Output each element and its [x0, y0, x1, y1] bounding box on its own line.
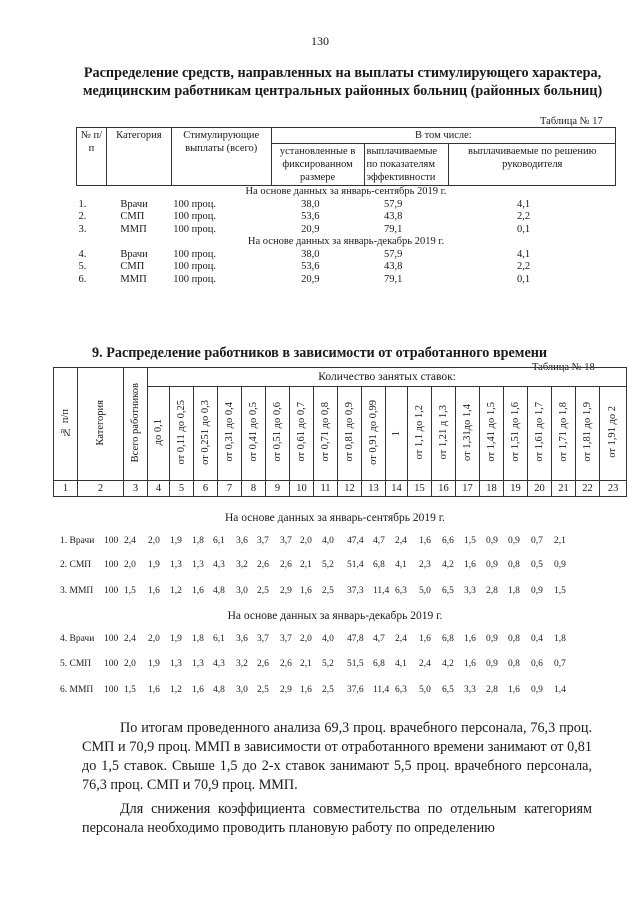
table-cell: 6,8	[373, 659, 385, 669]
table-cell: 6.	[78, 273, 87, 285]
table-cell: 1,3	[170, 659, 182, 669]
table-row	[60, 560, 605, 574]
table-cell: 4,1	[516, 248, 531, 260]
table-cell: 2,9	[280, 685, 292, 695]
table-cell: 2,2	[516, 211, 531, 222]
table-cell: СМП	[120, 261, 145, 272]
table-cell: 2,5	[322, 586, 334, 596]
t18-header-rates: Количество занятых ставок:	[148, 368, 627, 387]
table-cell: 0,1	[516, 273, 531, 285]
table-cell: 1,8	[192, 634, 204, 644]
table-cell: 3,7	[257, 536, 269, 546]
t18-range-header: от 1,71 до 1,8	[557, 402, 569, 462]
table-cell: 1,2	[170, 586, 182, 596]
t18-range-header: от 1,1 до 1,2	[413, 404, 425, 460]
t18-range-header: от 0,61 до 0,7	[295, 402, 307, 462]
table-cell: 3,3	[464, 685, 476, 695]
table-cell: 3,0	[236, 685, 248, 695]
t18-range-header: от 0,91 до 0,99	[367, 399, 379, 465]
section-heading-text: На основе данных за январь-декабрь 2019 г.	[247, 236, 445, 247]
t18-column-number: 9	[266, 481, 290, 497]
table-cell: 2,0	[148, 536, 160, 546]
table-cell: 6. ММП	[60, 685, 94, 695]
table-cell: 37,3	[347, 586, 364, 596]
table-cell: 6,3	[395, 685, 407, 695]
table-row	[77, 261, 616, 274]
table-cell: 37,6	[347, 685, 364, 695]
table-cell: 3.	[78, 223, 87, 235]
t18-column-number: 18	[480, 481, 504, 497]
table-cell: 5.	[78, 261, 87, 272]
t17-header-category: Категория	[106, 128, 171, 186]
table-cell: СМП	[120, 211, 145, 222]
table-cell: 100 проц.	[173, 223, 217, 235]
table-cell: 6,6	[442, 536, 454, 546]
table-cell: 100 проц.	[173, 248, 217, 260]
t17-header-total: Стимулирующие выплаты (всего)	[171, 128, 271, 186]
table-cell: 100 проц.	[173, 261, 217, 272]
table-cell: 100	[104, 685, 119, 695]
table-cell: 6,3	[395, 586, 407, 596]
t18-range-header: от 0,11 до 0,25	[175, 399, 187, 465]
t18-range-header: от 0,41 до 0,5	[247, 402, 259, 462]
table-cell: 0,1	[516, 223, 531, 235]
t17-header-num: № п/п	[77, 128, 107, 186]
table-cell: 100 проц.	[173, 273, 217, 285]
t18-column-number: 21	[552, 481, 576, 497]
table-cell: 5,2	[322, 659, 334, 669]
t18-range-header: от 1,81 до 1,9	[581, 402, 593, 462]
table-cell: 2,3	[419, 560, 431, 570]
t18-header-total: Всего работников	[129, 382, 141, 463]
table-cell: 2,6	[280, 560, 292, 570]
t18-column-number: 20	[528, 481, 552, 497]
table18-header	[53, 367, 627, 497]
table-cell: 43,8	[384, 261, 403, 272]
table-cell: 0,7	[531, 536, 543, 546]
table-cell: 1,3	[192, 659, 204, 669]
table-cell: 1,3	[192, 560, 204, 570]
t17-section-heading	[77, 236, 616, 249]
t18-column-number: 12	[338, 481, 362, 497]
table-cell: 20,9	[301, 273, 320, 285]
table-cell: 0,9	[486, 659, 498, 669]
table-cell: 0,9	[554, 560, 566, 570]
t17-header-including: В том числе:	[271, 128, 615, 144]
table-cell: 51,4	[347, 560, 364, 570]
table-cell: 5,0	[419, 685, 431, 695]
table-cell: 2,5	[322, 685, 334, 695]
table-cell: 100	[104, 536, 119, 546]
table-cell: 2,0	[300, 634, 312, 644]
table-cell: 11,4	[373, 586, 390, 596]
t18-range-header: от 1,91 до 2	[607, 406, 619, 458]
table-cell: 57,9	[384, 248, 403, 260]
table-cell: 1.	[78, 198, 87, 210]
table-cell: 2,5	[257, 586, 269, 596]
t18-range-header: от 1,31до 1,4	[461, 403, 473, 461]
t18-column-number: 7	[218, 481, 242, 497]
table18-title: 9. Распределение работников в зависимости от отработанного времени	[92, 345, 548, 361]
t18-range-header: от 1,41 до 1,5	[485, 402, 497, 462]
table17-label: Таблица № 17	[540, 116, 603, 127]
table-cell: 1,6	[300, 586, 312, 596]
table-cell: 0,8	[508, 634, 520, 644]
table-cell: 2,5	[257, 685, 269, 695]
t17-header-efficiency: выплачиваемые по показателям эффективности	[364, 144, 449, 186]
t18-column-number: 16	[432, 481, 456, 497]
table-cell: 0,4	[531, 634, 543, 644]
table-cell: 1,2	[170, 685, 182, 695]
table-cell: 2,0	[148, 634, 160, 644]
table-cell: 47,4	[347, 536, 364, 546]
table-cell: 3,7	[257, 634, 269, 644]
table-cell: 1,9	[170, 536, 182, 546]
t18-column-number: 5	[170, 481, 194, 497]
table-cell: 6,5	[442, 586, 454, 596]
paragraph-recommendation: Для снижения коэффициента совместительства по отдельным категориям персонала необходимо проводить плановую работу по определению	[82, 801, 592, 836]
table-row	[60, 536, 605, 550]
table-cell: 1,5	[464, 536, 476, 546]
table-cell: 0,8	[508, 560, 520, 570]
table-cell: 2,8	[486, 586, 498, 596]
table-cell: 6,8	[442, 634, 454, 644]
table-cell: 1. Врачи	[60, 536, 95, 546]
t18-section-heading: На основе данных за январь-декабрь 2019 г.	[227, 610, 443, 622]
table-cell: 1,5	[124, 685, 136, 695]
table-cell: 4,7	[373, 634, 385, 644]
table-cell: Врачи	[120, 248, 148, 260]
table-cell: 4,0	[322, 634, 334, 644]
table-cell: 1,5	[554, 586, 566, 596]
table-cell: 4,7	[373, 536, 385, 546]
t18-column-number: 14	[386, 481, 408, 497]
t18-section-heading: На основе данных за январь-сентябрь 2019 г.	[224, 512, 446, 524]
table-cell: 0,9	[486, 536, 498, 546]
table-row	[60, 659, 605, 673]
table-cell: 20,9	[301, 223, 320, 235]
table-row	[77, 249, 616, 262]
t18-column-number: 4	[148, 481, 170, 497]
table-cell: 100	[104, 560, 119, 570]
t18-header-category: Категория	[94, 399, 106, 446]
table-cell: 1,8	[192, 536, 204, 546]
table-cell: 1,6	[508, 685, 520, 695]
t18-range-header: от 1,61 до 1,7	[533, 402, 545, 462]
table-cell: 51,5	[347, 659, 364, 669]
table-cell: 4,1	[395, 560, 407, 570]
table-cell: 4,8	[213, 685, 225, 695]
table-cell: 100	[104, 586, 119, 596]
table-cell: 1,9	[148, 659, 160, 669]
table-cell: 38,0	[301, 198, 320, 210]
table-cell: 3,3	[464, 586, 476, 596]
t18-range-header: от 1,21 д 1,3	[437, 404, 449, 460]
t18-column-number: 19	[504, 481, 528, 497]
table-cell: 2,4	[124, 536, 136, 546]
table-cell: 0,7	[554, 659, 566, 669]
table-cell: 0,9	[486, 560, 498, 570]
table-cell: 3. ММП	[60, 586, 94, 596]
t18-range-header: 1	[390, 430, 402, 437]
table-cell: 2,0	[124, 659, 136, 669]
t18-range-header: от 0,71 до 0,8	[319, 402, 331, 462]
table-row	[77, 211, 616, 224]
table-cell: 1,6	[464, 659, 476, 669]
table-cell: 2,4	[124, 634, 136, 644]
table-cell: 1,9	[170, 634, 182, 644]
table-cell: 2,2	[516, 261, 531, 272]
table-cell: 38,0	[301, 248, 320, 260]
table-cell: 0,9	[531, 586, 543, 596]
table-cell: 100	[104, 634, 119, 644]
table-row	[77, 274, 616, 287]
table-cell: 0,9	[508, 536, 520, 546]
t18-header-num: № п/п	[59, 408, 71, 437]
table-cell: 3,6	[236, 536, 248, 546]
table18-label: Таблица № 18	[532, 362, 595, 373]
t18-range-header: от 1,51 до 1,6	[509, 402, 521, 462]
table-cell: 5. СМП	[60, 659, 92, 669]
table-cell: 6,1	[213, 536, 225, 546]
table-cell: 1,6	[300, 685, 312, 695]
table-cell: 2,4	[395, 536, 407, 546]
table-cell: 3,7	[280, 536, 292, 546]
table-cell: 3,0	[236, 586, 248, 596]
t18-range-header: до 0,1	[152, 418, 164, 446]
table-cell: ММП	[120, 273, 147, 285]
table-row	[77, 224, 616, 237]
table-cell: 1,9	[148, 560, 160, 570]
table17	[76, 127, 616, 286]
table-cell: 1,8	[554, 634, 566, 644]
table-row	[77, 199, 616, 212]
table-cell: 2,4	[419, 659, 431, 669]
table-cell: 1,5	[124, 586, 136, 596]
table-cell: 1,3	[170, 560, 182, 570]
table-cell: 0,8	[508, 659, 520, 669]
table-cell: 4,1	[516, 198, 531, 210]
table-cell: Врачи	[120, 198, 148, 210]
table-cell: 1,6	[464, 634, 476, 644]
table-cell: 53,6	[301, 261, 320, 272]
t18-range-header: от 0,81 до 0,9	[343, 402, 355, 462]
t18-column-number: 23	[600, 481, 627, 497]
table-cell: 2,1	[300, 659, 312, 669]
table-cell: 6,1	[213, 634, 225, 644]
table-cell: 4.	[78, 248, 87, 260]
t18-column-number: 11	[314, 481, 338, 497]
t18-column-number: 6	[194, 481, 218, 497]
table-cell: ММП	[120, 223, 147, 235]
t18-column-number: 15	[408, 481, 432, 497]
table-cell: 2,6	[280, 659, 292, 669]
table-cell: 4,0	[322, 536, 334, 546]
t18-range-header: от 0,31 до 0,4	[223, 402, 235, 462]
table-cell: 2,1	[554, 536, 566, 546]
table-cell: 43,8	[384, 211, 403, 222]
table-cell: 2,0	[300, 536, 312, 546]
t18-column-number: 17	[456, 481, 480, 497]
table-cell: 11,4	[373, 685, 390, 695]
t18-column-number: 8	[242, 481, 266, 497]
table-cell: 2,9	[280, 586, 292, 596]
table-cell: 0,6	[531, 659, 543, 669]
table-row	[60, 685, 605, 699]
table-cell: 4,3	[213, 659, 225, 669]
table-cell: 3,6	[236, 634, 248, 644]
table-cell: 79,1	[384, 273, 403, 285]
table-cell: 5,0	[419, 586, 431, 596]
table-cell: 3,7	[280, 634, 292, 644]
t18-range-header: от 0,51 до 0,6	[271, 402, 283, 462]
table-cell: 0,9	[486, 634, 498, 644]
t18-column-number: 13	[362, 481, 386, 497]
table-cell: 53,6	[301, 211, 320, 222]
table-row	[60, 586, 605, 600]
t18-column-number: 10	[290, 481, 314, 497]
table-cell: 3,2	[236, 560, 248, 570]
table-cell: 4,2	[442, 659, 454, 669]
table-cell: 1,4	[554, 685, 566, 695]
table-row	[60, 634, 605, 648]
table-cell: 2,0	[124, 560, 136, 570]
table-cell: 0,5	[531, 560, 543, 570]
paragraph-analysis: По итогам проведенного анализа 69,3 проц. врачебного персонала, 76,3 проц. СМП и 70,9 проц. ММП в зависимости от отработанного времени занимают от 0,81 до 1,5 ставок. Свыше 1,5 до 2-х ставок занимают 5,5 проц. врачебного персонала, 76,3 проц. СМП и 70,9 проц. ММП.	[82, 720, 592, 793]
table-cell: 1,6	[148, 586, 160, 596]
table-cell: 1,6	[192, 586, 204, 596]
page-number: 130	[311, 34, 329, 48]
table-cell: 2,6	[257, 560, 269, 570]
t17-header-decision: выплачиваемые по решению руководителя	[449, 144, 616, 186]
t18-column-number: 3	[124, 481, 148, 497]
table-cell: 1,6	[419, 634, 431, 644]
table-cell: 2,6	[257, 659, 269, 669]
t18-range-header: от 0,251 до 0,3	[199, 399, 211, 465]
table-cell: 2,4	[395, 634, 407, 644]
table-cell: 2,1	[300, 560, 312, 570]
t18-column-number: 22	[576, 481, 600, 497]
table-cell: 4,2	[442, 560, 454, 570]
table-cell: 3,2	[236, 659, 248, 669]
table-cell: 100 проц.	[173, 211, 217, 222]
t17-header-fixed: установленные в фиксированном размере	[271, 144, 364, 186]
table-cell: 5,2	[322, 560, 334, 570]
table-cell: 4,3	[213, 560, 225, 570]
t18-column-number: 2	[78, 481, 124, 497]
table-cell: 2. СМП	[60, 560, 92, 570]
table-cell: 4. Врачи	[60, 634, 95, 644]
t17-section-heading	[77, 186, 616, 199]
table-cell: 100	[104, 659, 119, 669]
table-cell: 2.	[78, 211, 87, 222]
table-cell: 6,8	[373, 560, 385, 570]
table-cell: 1,6	[464, 560, 476, 570]
table-cell: 57,9	[384, 198, 403, 210]
table-cell: 1,6	[419, 536, 431, 546]
table-cell: 47,8	[347, 634, 364, 644]
table-cell: 1,6	[192, 685, 204, 695]
t18-column-number: 1	[54, 481, 78, 497]
section-heading-text: На основе данных за январь-сентябрь 2019 г.	[245, 186, 447, 197]
table-cell: 6,5	[442, 685, 454, 695]
table-cell: 4,8	[213, 586, 225, 596]
table-cell: 0,9	[531, 685, 543, 695]
table-cell: 79,1	[384, 223, 403, 235]
table17-title: Распределение средств, направленных на выплаты стимулирующего характера, медицинским работникам центральных районных больниц (районных больниц)	[82, 65, 603, 99]
table-cell: 100 проц.	[173, 198, 217, 210]
table-cell: 1,6	[148, 685, 160, 695]
table-cell: 2,8	[486, 685, 498, 695]
table-cell: 4,1	[395, 659, 407, 669]
table-cell: 1,8	[508, 586, 520, 596]
